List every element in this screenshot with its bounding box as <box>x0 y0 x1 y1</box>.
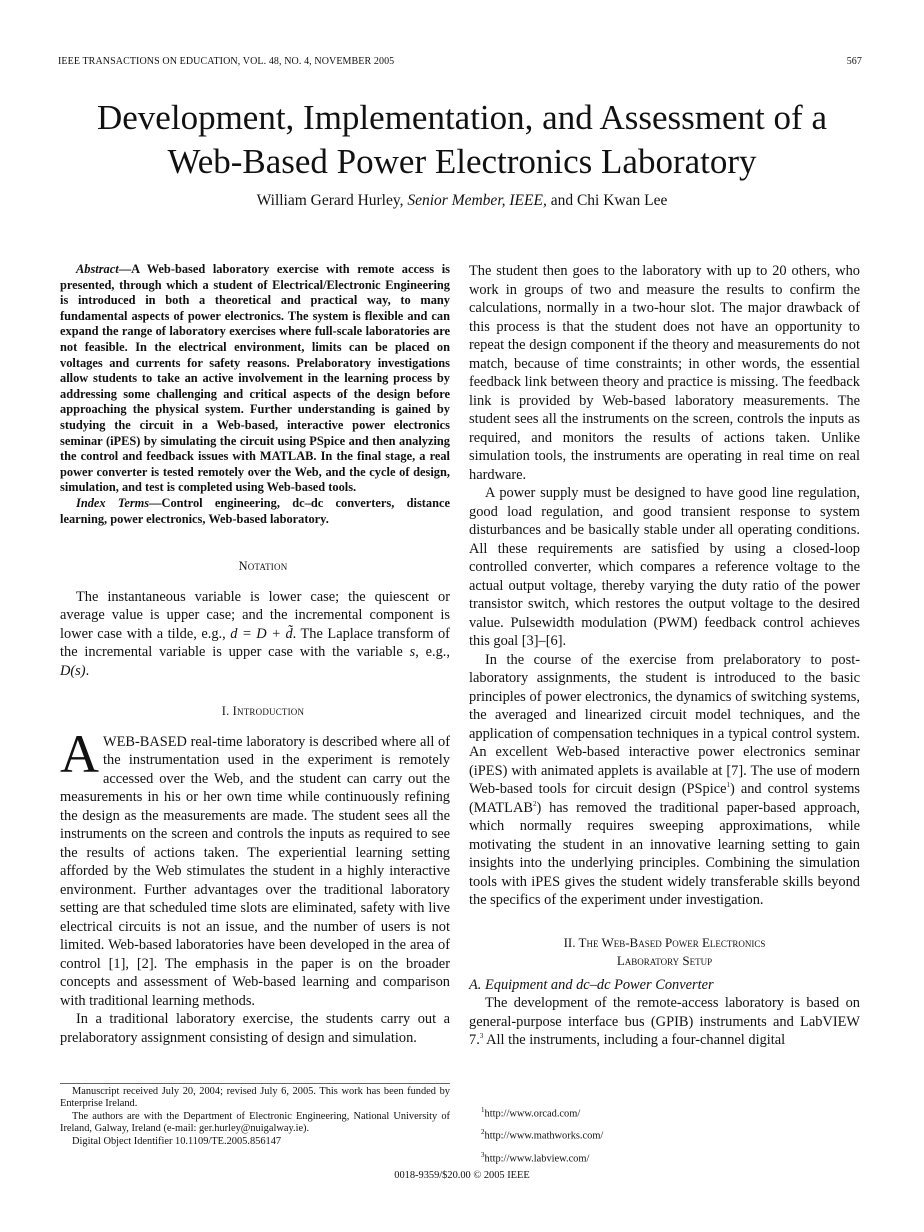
right-column <box>469 262 860 1050</box>
page-number: 567 <box>846 56 862 67</box>
paper-title <box>20 96 904 184</box>
index-terms <box>60 496 450 527</box>
subsection-heading: A. Equipment and dc–dc Power Converter <box>469 976 714 993</box>
footnote-2-number: 2 <box>481 1128 485 1137</box>
footnote-1-number: 1 <box>481 1106 485 1114</box>
author-2: and Chi Kwan Lee <box>550 192 668 209</box>
footnote-3-url[interactable]: http://www.labview.com/ <box>484 1153 590 1165</box>
index-terms-text: —Control engineering, dc–dc converters, distance learning, power electronics, Web-based laboratory. <box>60 495 450 526</box>
author-1-title: Senior Member, IEEE, <box>407 192 547 209</box>
introduction-heading: I. Introduction <box>221 704 305 719</box>
right-text-3b: ) and control systems (MATLAB <box>469 781 860 816</box>
footnote-1 <box>469 1101 860 1123</box>
intro-paragraph-2: In a traditional laboratory exercise, the students carry out a prelaboratory assignment consisting of design and simulation. <box>60 1011 450 1046</box>
intro-paragraph-1 <box>60 723 450 1011</box>
footnote-3-number: 3 <box>481 1150 485 1159</box>
equation-d: d = D + d̃ <box>230 625 293 642</box>
left-column <box>60 262 450 1047</box>
footnote-ref-1: 1 <box>726 781 731 790</box>
title-line-1: Development, Implementation, and Assessment of a <box>97 98 827 137</box>
author-line <box>20 192 904 210</box>
affiliation-note: The authors are with the Department of Electronic Engineering, National University of Ireland, Galway, Ireland (e-mail: ger.hurley@nuigalway.ie). <box>60 1110 450 1135</box>
right-paragraph-3 <box>469 651 860 910</box>
notation-text-3: , e.g., <box>415 644 451 661</box>
right-text-3a: In the course of the exercise from prelaboratory to post-laboratory assignments, the student is introduced to the basic principles of power electronics, the dynamics of switching systems, the averaged and linearized circuit model techniques, and the application of compensation techniques in a typical control system. An excellent Web-based interactive power electronics seminar (iPES) with animated applets is available at [7]. The use of modern Web-based tools for circuit design (PSpice <box>469 651 860 797</box>
variable-s: s <box>409 644 416 661</box>
section-2-line-1: II. The Web-Based Power Electronics <box>563 934 766 950</box>
equation-ds: D(s) <box>60 662 86 679</box>
footnote-2-url[interactable]: http://www.mathworks.com/ <box>484 1130 604 1142</box>
notation-heading: Notation <box>238 559 288 574</box>
url-footnotes <box>469 1101 860 1168</box>
right-text-3c: ) has removed the traditional paper-based approach, which normally requires sweeping approximations, while motivating the student in an innovative learning setting to gain insights into the underlying principles. Combining the simulation tools with iPES gives the student widely transferable skills beyond the specifics of the experiment under investigation. <box>469 799 860 908</box>
abstract <box>60 262 450 496</box>
footnote-1-url[interactable]: http://www.orcad.com/ <box>484 1108 581 1120</box>
right-paragraph-1: The student then goes to the laboratory with up to 20 others, who work in groups of two and measure the results to confirm the calculations, normally in a two-hour slot. The major drawback of this process is that the student does not have an opportunity to repeat the design component if the theory and measurements do not match, because of time constraints; in other words, the essential feedback link between theory and practice is missing. The feedback link is provided by Web-based laboratory measurements. The student sees all the instruments on the screen, controls the inputs as required, and monitors the results of actions taken. Unlike simulation tools, the instruments are operating in real time on real hardware. <box>469 263 860 483</box>
section-2-line-2: Laboratory Setup <box>616 952 713 968</box>
author-1: William Gerard Hurley, <box>256 192 404 209</box>
doi-note: Digital Object Identifier 10.1109/TE.2005.856147 <box>72 1135 282 1147</box>
journal-citation: IEEE TRANSACTIONS ON EDUCATION, VOL. 48, NO. 4, NOVEMBER 2005 <box>58 56 395 67</box>
right-paragraph-2: A power supply must be designed to have good line regulation, good load regulation, and good transient response to system disturbances and be basically stable under all operating conditions. All these requirements are satisfied by using a closed-loop controlled converter, which compares a reference voltage to the actual output voltage, thereby varying the duty ratio of the power transistor switch, which restores the output voltage to the desired value. Pulsewidth modulation (PWM) feedback control achieves this goal [3]–[6]. <box>469 485 860 649</box>
right-paragraph-4 <box>469 994 860 1050</box>
right-text-4b: All the instruments, including a four-channel digital <box>483 1032 786 1048</box>
notation-text-4: . <box>85 662 90 679</box>
title-line-2: Web-Based Power Electronics Laboratory <box>167 142 757 181</box>
notation-text-2: . The Laplace transform of the incremental variable is upper case with the variable <box>60 625 450 661</box>
abstract-text: —A Web-based laboratory exercise with remote access is presented, through which a student of Electrical/Electronic Engineering is introduced in both a theoretical and practical way, to many fundamental aspects of power electronics. The system is flexible and can expand the range of laboratory exercises where full-scale laboratories are not feasible. In the electrical environment, limits can be placed on voltages and currents for safety reasons. Prelaboratory investigations allow students to take an active involvement in the learning process by addressing some challenging and critical aspects of the design before approaching the physical system. Further understanding is gained by studying the circuit in a Web-based, interactive power electronics seminar (iPES) by simulating the circuit using PSpice and then analyzing the control and feedback issues with MATLAB. In the final stage, a real power converter is tested remotely over the Web, and the cycle of design, simulation, and test is completed using Web-based tools. <box>60 262 450 495</box>
intro-text-1: WEB-BASED real-time laboratory is described where all of the instrumentation used in the experiment is remotely accessed over the Web, and the student can carry out the measurements in his or her own time while continuously refining the design as the measurements are made. The student sees all the instruments on the screen and controls the inputs as required to see the results of actions taken. The experiential learning setting afforded by the Web stimulates the student in a highly interactive environment. Further advantages over the traditional laboratory setting are that scheduled time slots are eliminated, safety with live electrical circuits is not an issue, and the number of users is not limited. Web-based laboratories have been developed in the area of control [1], [2]. The emphasis in the paper is on the broader concepts and assessment of Web-based learning and comparison with traditional learning methods. <box>60 733 450 1009</box>
footnote-3 <box>469 1146 860 1168</box>
manuscript-footnotes <box>60 1083 450 1148</box>
abstract-lead: Abstract <box>76 262 119 276</box>
footnote-2 <box>469 1123 860 1145</box>
copyright-line: 0018-9359/$20.00 © 2005 IEEE <box>394 1170 530 1181</box>
manuscript-note: Manuscript received July 20, 2004; revised July 6, 2005. This work has been funded by Enterprise Ireland. <box>60 1086 450 1110</box>
index-terms-lead: Index Terms <box>76 495 150 510</box>
footnote-ref-3: 3 <box>479 1032 484 1041</box>
section-2-heading <box>469 934 860 970</box>
running-header <box>58 56 862 67</box>
notation-text-1: The instantaneous variable is lower case; the quiescent or average value is upper case; and the incremental component is lower case with a tilde, e.g., <box>60 588 450 642</box>
footnote-ref-2: 2 <box>532 799 537 808</box>
drop-cap: A <box>60 723 99 784</box>
notation-paragraph <box>60 588 450 681</box>
right-text-4a: The development of the remote-access laboratory is based on general-purpose interface bus (GPIB) instruments and LabVIEW 7. <box>469 995 860 1048</box>
